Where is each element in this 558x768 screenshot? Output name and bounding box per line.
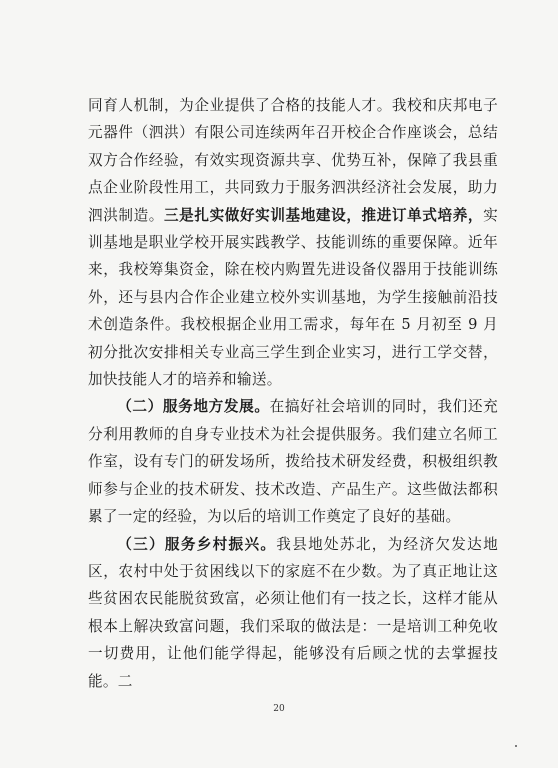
paragraph-1 (88, 92, 498, 393)
paragraph-3-text: 我县地处苏北，为经济欠发达地区，农村中处于贫困线以下的家庭不在少数。为了真正地让这些贫困农民能脱贫致富，必须让他们有一技之长，这样才能从根本上解决致富问题，我们采取的做法是：一是培训工种免收一切费用，让他们能学得起，能够没有后顾之忧的去掌握技能。二 (88, 535, 498, 690)
paragraph-2 (88, 393, 498, 530)
page-number: 20 (273, 704, 285, 714)
document-body (88, 92, 498, 695)
paragraph-2-bold-heading: （二）服务地方发展。 (117, 398, 270, 416)
paragraph-1-bold-heading: 三是扎实做好实训基地建设，推进订单式培养， (163, 206, 484, 224)
paragraph-2-text: 在搞好社会培训的同时，我们还充分利用教师的自身专业技术为社会提供服务。我们建立名师工作室，设有专门的研发场所，拨给技术研发经费，积极组织教师参与企业的技术研发、技术改造、产品生产。这些做法都积累了一定的经验，为以后的培训工作奠定了良好的基础。 (88, 398, 498, 526)
paragraph-1-text: 同育人机制，为企业提供了合格的技能人才。我校和庆邦电子元器件（泗洪）有限公司连续两年召开校企合作座谈会，总结双方合作经验，有效实现资源共享、优势互补，保障了我县重点企业阶段性用工，共同致力于服务泗洪经济社会发展，助力泗洪制造。 (88, 97, 498, 224)
paragraph-3 (88, 531, 498, 695)
paragraph-3-bold-heading: （三）服务乡村振兴。 (117, 535, 277, 553)
scan-speck (515, 745, 517, 747)
paragraph-1-text-continued: 实训基地是职业学校开展实践教学、技能训练的重要保障。近年来，我校筹集资金，除在校内购置先进设备仪器用于技能训练外，还与县内合作企业建立校外实训基地，为学生接触前沿技术创造条件。我校根据企业用工需求，每年在 5 月初至 9 月初分批次安排相关专业高三学生到企业实习，进行工学交替，加快技能人才的培养和输送。 (88, 206, 498, 389)
